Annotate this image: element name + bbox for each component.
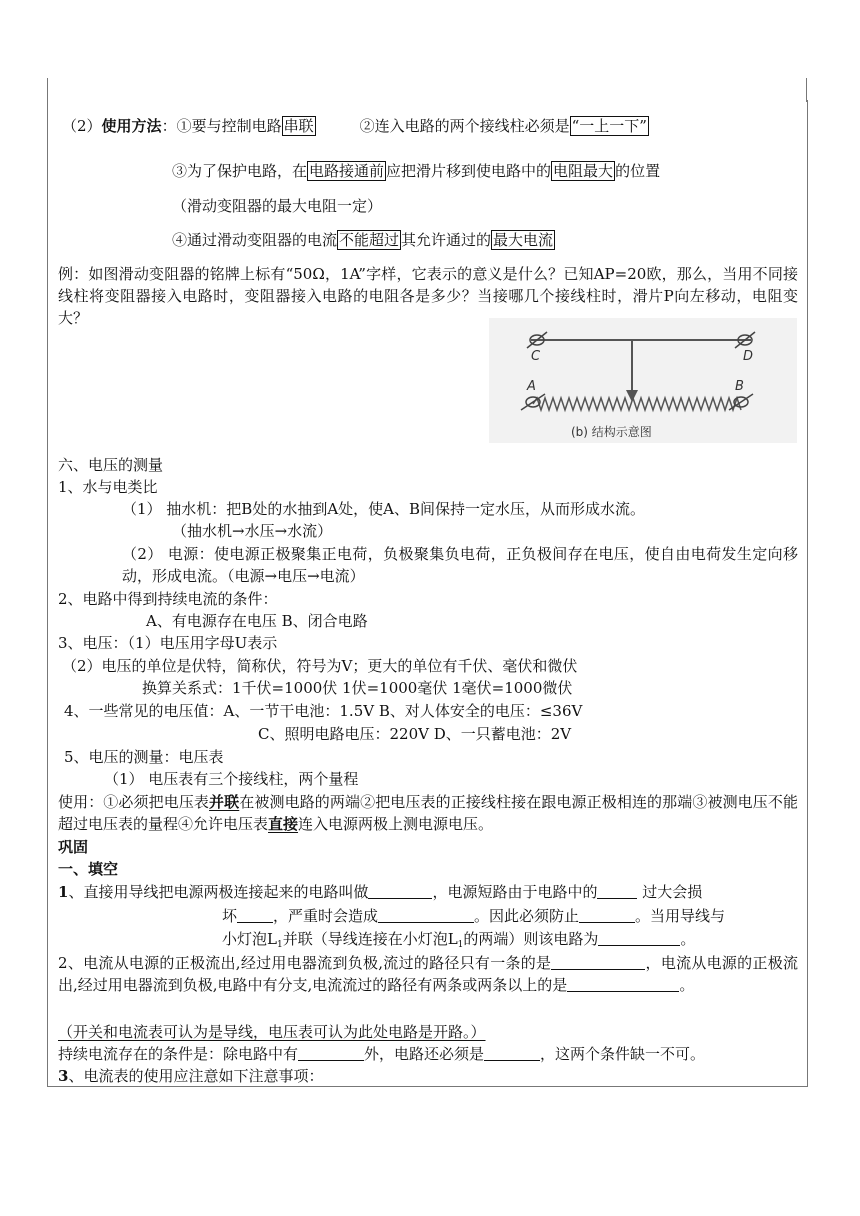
diagram-caption: (b) 结构示意图 (571, 425, 652, 439)
label-b: B (735, 379, 744, 394)
answer-blank[interactable] (368, 884, 432, 899)
usage-text: 在被测电路的两端②把电压表的正接线柱接在跟电源正极相连的那端③被测电压不能超过电压表的量程④允许电压表 (58, 793, 798, 833)
voltage-s5: 5、电压的测量：电压表 (64, 748, 224, 766)
fill-blank-heading: 一、填空 (58, 860, 119, 878)
rheostat-svg (489, 318, 797, 443)
question-text: 。 (680, 930, 696, 948)
answer-blank[interactable] (298, 1046, 364, 1061)
question-text: 持续电流存在的条件是：除电路中有 (58, 1045, 299, 1063)
usage-title: 使用方法 (101, 117, 162, 135)
section-heading: 六、电压的测量 (58, 456, 164, 474)
question-text: 。 (679, 976, 695, 994)
answer-blank[interactable] (378, 908, 474, 923)
voltage-s2-options: A、有电源存在电压 B、闭合电路 (146, 612, 368, 630)
question-text: 、电流表的使用应注意如下注意事项： (68, 1067, 324, 1085)
subscript: 1 (276, 940, 283, 950)
question-text: 过大会损 (637, 883, 703, 901)
answer-blank[interactable] (567, 977, 679, 992)
question-1-line-1 (58, 882, 702, 902)
usage-index: （2） (62, 117, 102, 135)
question-text: 、直接用导线把电源两极连接起来的电路叫做 (68, 883, 369, 901)
usage-line-1 (62, 116, 649, 136)
usage-text: ②连入电路的两个接线柱必须是 (359, 117, 570, 135)
voltage-s1: 1、水与电类比 (58, 478, 158, 496)
question-3 (58, 1066, 323, 1086)
question-text: ，电源短路由于电路中的 (432, 883, 598, 901)
table-border-right-top (806, 78, 807, 102)
question-text: 。当用导线与 (635, 907, 726, 925)
usage-text: 使用：①必须把电压表 (58, 793, 210, 811)
question-1-line-2 (222, 906, 725, 926)
voltage-s1-1b: （抽水机→水压→水流） (172, 522, 333, 540)
continuous-current-question (58, 1044, 705, 1064)
boxed-term: 最大电流 (493, 231, 554, 249)
question-number: 1 (58, 883, 69, 901)
question-text: 2、电流从电源的正极流出,经过用电器流到负极,流过的路径只有一条的是 (58, 954, 552, 972)
voltage-s2: 2、电路中得到持续电流的条件： (58, 590, 278, 608)
usage-text: ④通过滑动变阻器的电流 (172, 231, 338, 249)
question-2 (58, 952, 798, 996)
voltmeter-usage (58, 791, 798, 835)
voltage-s5-1: （1） 电压表有三个接线柱，两个量程 (104, 770, 359, 788)
usage-line-2 (172, 161, 660, 181)
usage-text: 的位置 (615, 162, 661, 180)
question-text: 。因此必须防止 (474, 907, 580, 925)
question-text: 并联（导线连接在小灯泡L (282, 930, 458, 948)
label-d: D (743, 349, 754, 364)
usage-text: 应把滑片移到使电路中的 (386, 162, 552, 180)
answer-blank[interactable] (597, 884, 637, 899)
emphasis-term: 并联 (209, 793, 240, 811)
label-a: A (527, 379, 536, 394)
note-text: （开关和电流表可认为是导线，电压表可认为此处电路是开路。） (58, 1023, 486, 1041)
boxed-term: “一上一下” (571, 117, 647, 135)
answer-blank[interactable] (484, 1046, 540, 1061)
question-text: ，这两个条件缺一不可。 (540, 1045, 706, 1063)
voltage-s4-a: 4、一些常见的电压值：A、一节干电池：1.5V B、对人体安全的电压：≤36V (64, 702, 583, 720)
boxed-term: 电阻最大 (553, 162, 614, 180)
usage-text: ：①要与控制电路 (161, 117, 282, 135)
table-border-left-top (47, 78, 48, 102)
answer-blank[interactable] (579, 908, 635, 923)
voltage-s1-1: （1） 抽水机：把B处的水抽到A处，使A、B间保持一定水压，从而形成水流。 (122, 500, 646, 518)
usage-line-4 (172, 230, 555, 250)
usage-text: 其允许通过的 (401, 231, 492, 249)
rheostat-diagram (489, 318, 797, 443)
boxed-term: 串联 (283, 117, 314, 135)
voltage-s1-2: （2） 电源：使电源正极聚集正电荷，负极聚集负电荷，正负极间存在电压，使自由电荷发生定向移动，形成电流。（电源→电压→电流） (122, 545, 798, 585)
question-number: 3 (58, 1067, 69, 1085)
answer-blank[interactable] (598, 931, 680, 946)
answer-blank[interactable] (551, 955, 645, 970)
consolidate-heading: 巩固 (58, 838, 89, 856)
voltage-s3-2: （2）电压的单位是伏特，简称伏，符号为V；更大的单位有千伏、毫伏和微伏 (62, 657, 578, 675)
boxed-term: 电路接通前 (309, 162, 385, 180)
voltage-s4-b: C、照明电路电压：220V D、一只蓄电池：2V (258, 725, 572, 743)
boxed-term: 不能超过 (339, 231, 400, 249)
answer-blank[interactable] (237, 908, 273, 923)
question-text: 小灯泡L (222, 930, 277, 948)
usage-line-3: （滑动变阻器的最大电阻一定） (172, 197, 383, 215)
emphasis-term: 直接 (268, 815, 299, 833)
example-text: 例：如图滑动变阻器的铭牌上标有“50Ω，1A”字样，它表示的意义是什么？已知AP=20欧，那么，当用不同接线柱将变阻器接入电路时，变阻器接入电路的电阻各是多少？当接哪几个接线柱时，滑片P向左移动，电阻变大？ (58, 265, 798, 327)
question-text: 的两端）则该电路为 (463, 930, 599, 948)
question-text: ，电流从电源的正极流出,经过用电器流到负极,电路中有分支,电流流过的路径有两条或两条以上的是 (58, 954, 798, 994)
question-text: 坏 (222, 907, 238, 925)
usage-text: ③为了保护电路，在 (172, 162, 308, 180)
usage-text: 连入电源两极上测电源电压。 (298, 815, 494, 833)
question-text: ，严重时会造成 (273, 907, 379, 925)
label-c: C (531, 349, 541, 364)
question-text: 外，电路还必须是 (364, 1045, 485, 1063)
voltage-s3: 3、电压：（1）电压用字母U表示 (58, 634, 278, 652)
voltage-conversion: 换算关系式：1千伏=1000伏 1伏=1000毫伏 1毫伏=1000微伏 (142, 679, 573, 697)
subscript: 1 (457, 940, 464, 950)
